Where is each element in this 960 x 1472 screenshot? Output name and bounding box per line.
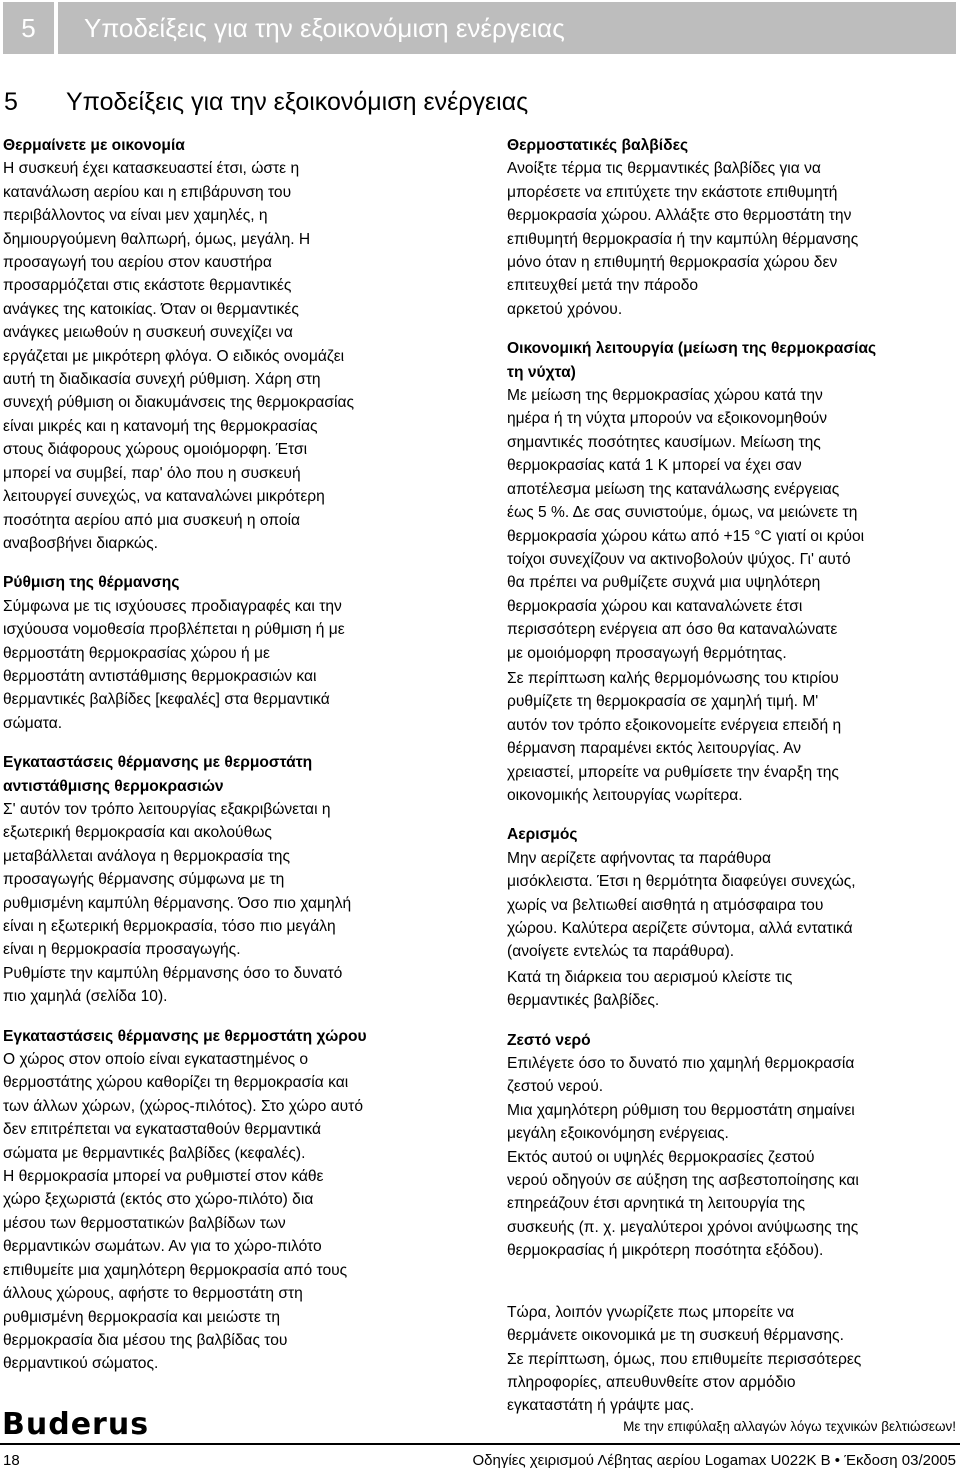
section-title-ventilation: Αερισμός: [507, 826, 578, 844]
closing-paragraph: Τώρα, λοιπόν γνωρίζετε πως μπορείτε να θερμάνετε οικονομικά με τη συσκευή θέρμανσης. Σε περίπτωση, όμως, που επιθυμείτε περισσότερες πληροφορίες, απευθυνθείτε στον αρμόδιο εγκαταστάτη ή γράψτε μας.: [507, 1303, 862, 1415]
section-title-economy-mode: Οικονομική λειτουργία (μείωση της θερμοκρασίας τη νύχτα): [507, 340, 877, 381]
left-column: [3, 134, 455, 1376]
section-body-room-thermostat: Ο χώρος στον οποίο είναι εγκαταστημένος ο θερμοστάτης χώρου καθορίζει τη θερμοκρασία και των άλλων χώρων, (χώρος-πιλότος). Στο χώρο αυτό δεν επιτρέπεται να εγκατασταθούν θερμαντικά σώματα με θερμαντικές βαλβίδες (κεφαλές). Η θερμοκρασία μπορεί να ρυθμιστεί στον κάθε χώρο ξεχωριστά (εκτός στο χώρο-πιλότο) δια μέσου των θερμοστατικών βαλβίδων των θερμαντικών σωμάτων. Αν για το χώρο-πιλότο επιθυμείτε μια χαμηλότερη θερμοκρασία από τους άλλους χώρους, αφήστε το θερμοστάτη στη ρυθμισμένη θερμοκρασία και μειώστε τη θερμοκρασία δια μέσου της βαλβίδας του θερμαντικού σώματος.: [3, 1051, 364, 1373]
page-number: 18: [3, 1452, 20, 1469]
section-title-heating-control: Ρύθμιση της θέρμανσης: [3, 574, 180, 592]
section-body-thermostatic-valves: Ανοίξτε τέρμα τις θερμαντικές βαλβίδες για να μπορέσετε να επιτύχετε την εκάστοτε επιθυμητή θερμοκρασία χώρου. Αλλάξτε στο θερμοστάτη την επιθυμητή θερμοκρασία ή την καμπύλη θέρμανσης μόνο όταν η επιθυμητή θερμοκρασία χώρου δεν επιτευχθεί μετά την πάροδο αρκετού χρόνου.: [507, 160, 859, 318]
section-title-economic-heating: Θερμαίνετε με οικονομία: [3, 137, 185, 154]
section-body-hot-water: Επιλέγετε όσο το δυνατό πιο χαμηλή θερμοκρασία ζεστού νερού. Μια χαμηλότερη ρύθμιση του θερμοστάτη σημαίνει μεγάλη εξοικονόμηση ενέργειας. Εκτός αυτού οι υψηλές θερμοκρασίες ζεστού νερού οδηγούν σε αύξηση της ασβεστοποίησης και επηρεάζουν έτσι αρνητικά τη λειτουργία της συσκευής (π. χ. μεγαλύτεροι χρόνοι ανύψωσης της θερμοκρασίας ή μικρότερη ποσότητα εξόδου).: [507, 1055, 859, 1260]
section-body-heating-control: Σύμφωνα με τις ισχύουσες προδιαγραφές και την ισχύουσα νομοθεσία προβλέπεται η ρύθμιση ή με θερμοστάτη θερμοκρασίας χώρου ή με θερμοστάτη αντιστάθμισης θερμοκρασιών και θερμαντικές βαλβίδες [κεφαλές] στα θερμαντικά σώματα.: [3, 597, 345, 732]
technical-changes-note: Με την επιφύλαξη αλλαγών λόγω τεχνικών βελτιώσεων!: [623, 1419, 956, 1434]
section-body-economy-mode-1: Με μείωση της θερμοκρασίας χώρου κατά την ημέρα ή τη νύχτα μπορούν να εξοικονομηθούν σημαντικές ποσότητες καυσίμων. Μείωση της θερμοκρασίας κατά 1 K μπορεί να έχει σαν αποτέλεσμα μείωση της κατανάλωσης ενέργειας έως 5 %. Δε σας συνιστούμε, όμως, να μειώνετε τη θερμοκρασία χώρου κάτω από +15 °C γιατί οι κρύοι τοίχοι συνεχίζουν να ακτινοβολούν ψύχος. Γι' αυτό θα πρέπει να ρυθμίζετε συχνά μια υψηλότερη θερμοκρασία χώρου και καταναλώνετε έτσι περισσότερη ενέργεια απ όσο θα καταναλώνατε με ομοιόμορφη προσαγωγή θερμότητας.: [507, 387, 865, 662]
page-heading-title: Υποδείξεις για την εξοικονόμιση ενέργειας: [66, 88, 529, 116]
section-body-economic-heating: Η συσκευή έχει κατασκευαστεί έτσι, ώστε η κατανάλωση αερίου και η επιβάρυνση του περιβάλλοντος να είναι μεν χαμηλές, η δημιουργούμενη θαλπωρή, όμως, μεγάλη. Η προσαγωγή του αερίου στον καυστήρα προσαρμόζεται στις εκάστοτε θερμαντικές ανάγκες της κατοικίας. Όταν οι θερμαντικές ανάγκες μειωθούν η συσκευή συνεχίζει να εργάζεται με μικρότερη φλόγα. Ο ειδικός ονομάζει αυτή τη διαδικασία συνεχή ρύθμιση. Χάρη στη συνεχή ρύθμιση οι διακυμάνσεις της θερμοκρασίας είναι μικρές και η κατανομή της θερμοκρασίας στους διάφορους χώρους ομοιόμορφη. Έτσι μπορεί να συμβεί, παρ' όλο που η συσκευή λειτουργεί συνεχώς, να καταναλώνει μικρότερη ποσότητα αερίου από μια συσκευή η οποία αναβοσβήνει διαρκώς.: [3, 160, 355, 552]
section-body-outdoor-compensation: Σ' αυτόν τον τρόπο λειτουργίας εξακριβώνεται η εξωτερική θερμοκρασία και ακολούθως μεταβάλλεται ανάλογα η θερμοκρασία της προσαγωγής θέρμανσης σύμφωνα με τη ρυθμισμένη καμπύλη θέρμανσης. Όσο πιο χαμηλή είναι η εξωτερική θερμοκρασία, τόσο πιο μεγάλη είναι η θερμοκρασία προσαγωγής. Ρυθμίστε την καμπύλη θέρμανσης όσο το δυνατό πιο χαμηλά (σελίδα 10).: [3, 800, 352, 1006]
chapter-title-bar: Υποδείξεις για την εξοικονόμιση ενέργειας: [58, 2, 956, 54]
chapter-number-box: 5: [3, 2, 54, 54]
right-column: [507, 134, 955, 1418]
document-title: Οδηγίες χειρισμού Λέβητας αερίου Logamax U022K B • Έκδοση 03/2005: [472, 1452, 956, 1469]
section-body-economy-mode-2: Σε περίπτωση καλής θερμομόνωσης του κτιρίου ρυθμίζετε τη θερμοκρασία σε χαμηλή τιμή. Μ' αυτόν τον τρόπο εξοικονομείτε ενέργεια επειδή η θέρμανση παραμένει εκτός λειτουργίας. Αν χρειαστεί, μπορείτε να ρυθμίσετε την έναρξη της οικονομικής λειτουργίας νωρίτερα.: [507, 669, 842, 804]
footer-divider: [0, 1443, 960, 1445]
chapter-banner: [0, 0, 960, 56]
section-title-thermostatic-valves: Θερμοστατικές βαλβίδες: [507, 137, 689, 154]
section-title-outdoor-compensation: Εγκαταστάσεις θέρμανσης με θερμοστάτη αντιστάθμισης θερμοκρασιών: [3, 754, 313, 795]
page-heading-number: 5: [4, 88, 18, 116]
section-body-ventilation-2: Κατά τη διάρκεια του αερισμού κλείστε τις θερμαντικές βαλβίδες.: [507, 968, 793, 1010]
section-spacer: [507, 1263, 955, 1301]
section-title-hot-water: Ζεστό νερό: [507, 1031, 591, 1049]
section-title-room-thermostat: Εγκαταστάσεις θέρμανσης με θερμοστάτη χώρου: [3, 1027, 367, 1045]
buderus-logo: Buderus: [2, 1407, 150, 1442]
page-heading: [4, 86, 528, 118]
section-body-ventilation-1: Μην αερίζετε αφήνοντας τα παράθυρα μισόκλειστα. Έτσι η θερμότητα διαφεύγει συνεχώς, χωρίς να βελτιωθεί αισθητά η ατμόσφαιρα του χώρου. Καλύτερα αερίζετε σύντομα, αλλά εντατικά (ανοίγετε εντελώς τα παράθυρα).: [507, 849, 856, 961]
